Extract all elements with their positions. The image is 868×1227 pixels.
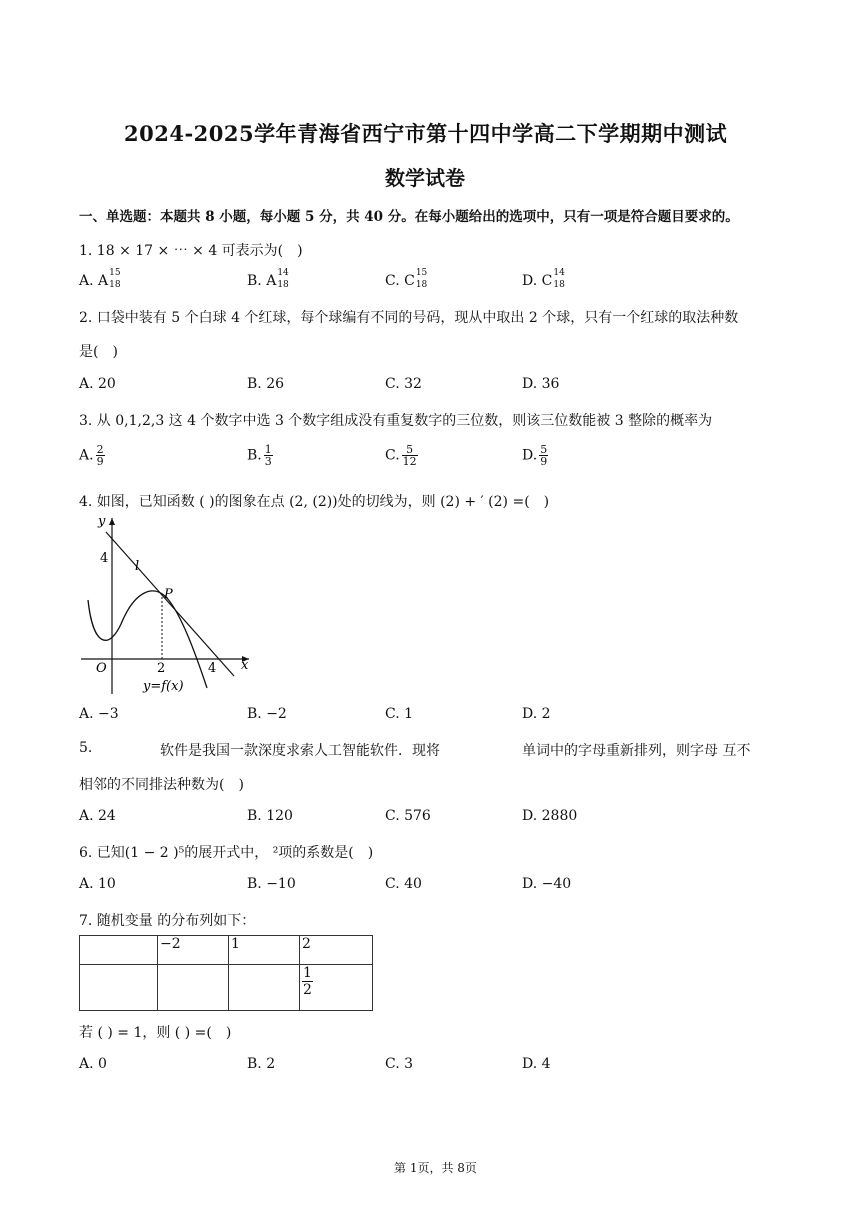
table-cell bbox=[229, 965, 300, 1011]
q1-option-c: C. C 15 18 bbox=[385, 268, 428, 290]
x-tick-2: 2 bbox=[157, 661, 166, 676]
section-heading: 一、单选题：本题共 8 小题，每小题 5 分，共 40 分。在每小题给出的选项中，只有一项是符合题目要求的。 bbox=[79, 209, 739, 225]
q2-option-a: A. 20 bbox=[79, 376, 116, 392]
q1-option-b: B. A 14 18 bbox=[247, 268, 289, 290]
q6-option-b: B. −10 bbox=[247, 876, 296, 892]
q7-option-d: D. 4 bbox=[522, 1056, 551, 1072]
question-5-number: 5. bbox=[79, 740, 93, 756]
table-row bbox=[80, 965, 373, 1011]
question-5-stem-line2: 相邻的不同排法种数为( ) bbox=[79, 777, 244, 793]
q7-option-b: B. 2 bbox=[247, 1056, 276, 1072]
question-2-stem-line2: 是( ) bbox=[79, 344, 118, 360]
page-title: 2024-2025学年青海省西宁市第十四中学高二下学期期中测试 bbox=[124, 121, 728, 146]
q4-option-b: B. −2 bbox=[247, 706, 287, 722]
q6-option-a: A. 10 bbox=[79, 876, 116, 892]
tangent-line-l bbox=[106, 532, 234, 676]
table-cell: 1 bbox=[229, 936, 300, 965]
y-axis-label: y bbox=[98, 514, 106, 529]
q6-option-c: C. 40 bbox=[385, 876, 422, 892]
q2-option-d: D. 36 bbox=[522, 376, 560, 392]
question-4-stem: 4. 如图，已知函数 ( )的图象在点 (2, (2))处的切线为，则 (2) + ′ (2) =( ) bbox=[79, 494, 550, 510]
table-row bbox=[80, 936, 373, 965]
x-tick-4: 4 bbox=[208, 661, 217, 676]
distribution-table bbox=[79, 935, 373, 1011]
q3-option-d: D. $\frac{5}{9}$ bbox=[522, 443, 548, 468]
q2-option-b: B. 26 bbox=[247, 376, 285, 392]
q3-option-c: C. $\frac{5}{12}$ bbox=[385, 443, 417, 468]
q7-option-c: C. 3 bbox=[385, 1056, 414, 1072]
q4-function-graph bbox=[79, 512, 254, 697]
q5-option-d: D. 2880 bbox=[522, 808, 578, 824]
x-axis-label: x bbox=[241, 658, 249, 673]
table-cell: 2 bbox=[300, 936, 373, 965]
line-label-l: l bbox=[135, 559, 140, 574]
q4-option-d: D. 2 bbox=[522, 706, 551, 722]
question-7-stem: 7. 随机变量 的分布列如下： bbox=[79, 913, 256, 929]
table-cell bbox=[80, 936, 158, 965]
question-5-stem-part1: 软件是我国一款深度求索人工智能软件．现将 bbox=[160, 743, 440, 759]
y-tick-4: 4 bbox=[100, 551, 109, 566]
q1-option-a: A. A 15 18 bbox=[79, 268, 121, 290]
q4-option-a: A. −3 bbox=[79, 706, 119, 722]
q3-option-a: A. $\frac{2}{9}$ bbox=[79, 443, 104, 468]
origin-label: O bbox=[96, 661, 107, 676]
page-footer: 第 1页，共 8页 bbox=[394, 1161, 477, 1175]
q7-option-a: A. 0 bbox=[79, 1056, 107, 1072]
question-1-stem: 1. 18 × 17 × ⋯ × 4 可表示为( ) bbox=[79, 243, 303, 259]
q5-option-a: A. 24 bbox=[79, 808, 116, 824]
table-cell bbox=[80, 965, 158, 1011]
question-7-condition: 若 ( ) = 1，则 ( ) =( ) bbox=[79, 1025, 232, 1041]
question-6-stem: 6. 已知(1 − 2 )⁵的展开式中， ²项的系数是( ) bbox=[79, 845, 374, 861]
point-label-p: P bbox=[164, 587, 173, 602]
q3-option-b: B. $\frac{1}{3}$ bbox=[247, 443, 272, 468]
q1-option-d: D. C 14 18 bbox=[522, 268, 565, 290]
curve-label: y=f(x) bbox=[143, 679, 184, 694]
question-5-stem-part2: 单词中的字母重新排列，则字母 互不 bbox=[522, 743, 751, 759]
table-cell: −2 bbox=[158, 936, 229, 965]
q5-option-b: B. 120 bbox=[247, 808, 293, 824]
question-2-stem-line1: 2. 口袋中装有 5 个白球 4 个红球，每个球编有不同的号码，现从中取出 2 个球，只有一个红球的取法种数 bbox=[79, 310, 739, 326]
page-subtitle: 数学试卷 bbox=[385, 166, 465, 190]
y-axis-arrow-icon bbox=[109, 518, 115, 525]
question-3-stem: 3. 从 0,1,2,3 这 4 个数字中选 3 个数字组成没有重复数字的三位数，则该三位数能被 3 整除的概率为 bbox=[79, 413, 713, 429]
table-cell: $\frac{1}{2}$ bbox=[300, 965, 373, 1011]
q6-option-d: D. −40 bbox=[522, 876, 572, 892]
q4-option-c: C. 1 bbox=[385, 706, 414, 722]
table-cell bbox=[158, 965, 229, 1011]
q5-option-c: C. 576 bbox=[385, 808, 431, 824]
q2-option-c: C. 32 bbox=[385, 376, 422, 392]
